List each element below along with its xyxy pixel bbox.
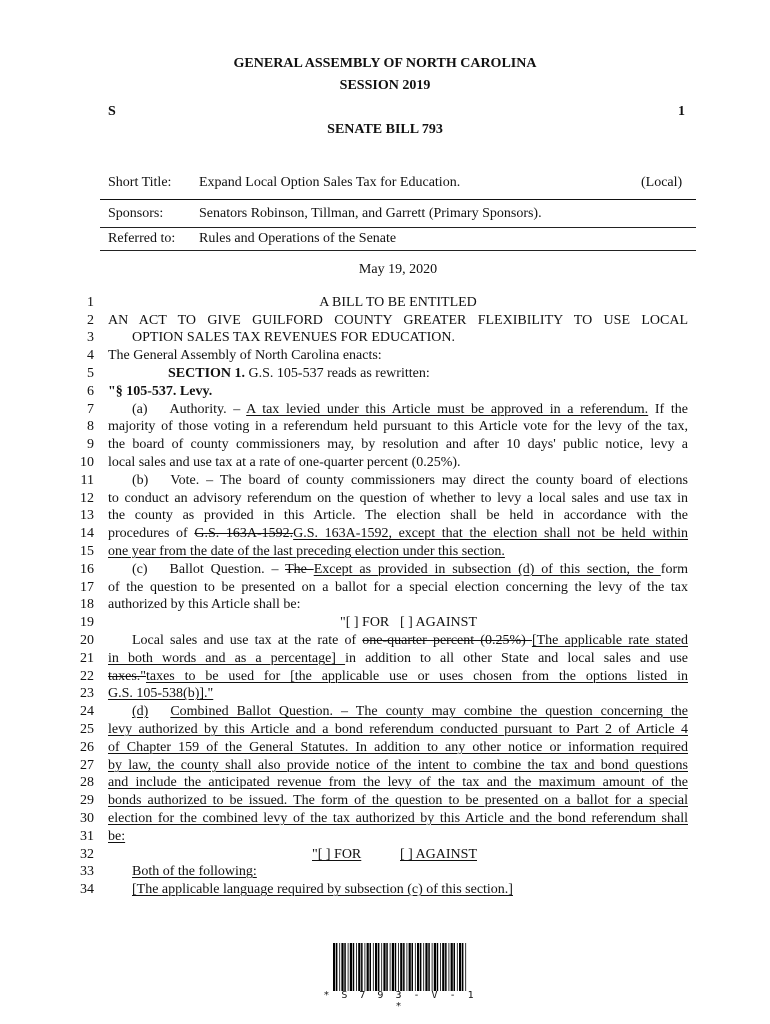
bill-line: and include the anticipated revenue from the levy of the tax and the maximum amount of the <box>108 775 688 790</box>
line-number: 15 <box>80 544 94 559</box>
line-number: 5 <box>87 366 94 381</box>
bill-line: G.S. 105-538(b)]." <box>108 686 214 701</box>
line-number: 7 <box>87 402 94 417</box>
short-title-tag: (Local) <box>641 175 683 190</box>
line-number: 23 <box>80 686 94 701</box>
bill-line: (d) Combined Ballot Question. – The county may combine the question concerning the <box>132 704 688 719</box>
info-divider <box>100 227 696 228</box>
bill-heading: A BILL TO BE ENTITLED <box>319 295 477 310</box>
line-number: 4 <box>87 348 94 363</box>
chamber-letter: S <box>108 104 116 119</box>
bill-line: local sales and use tax at a rate of one-quarter percent (0.25%). <box>108 455 461 470</box>
bill-line: taxes."taxes to be used for [the applicable use or uses chosen from the options listed in <box>108 669 688 684</box>
line-number: 30 <box>80 811 94 826</box>
line-number: 1 <box>87 295 94 310</box>
line-number: 18 <box>80 597 94 612</box>
line-number: 16 <box>80 562 94 577</box>
line-number: 32 <box>80 847 94 862</box>
info-divider <box>100 250 696 251</box>
line-number: 21 <box>80 651 94 666</box>
line-number: 26 <box>80 740 94 755</box>
line-number: 29 <box>80 793 94 808</box>
line-number: 24 <box>80 704 94 719</box>
session-title: SESSION 2019 <box>339 78 431 93</box>
referred-value: Rules and Operations of the Senate <box>199 231 397 246</box>
bill-line: Local sales and use tax at the rate of one-quarter percent (0.25%) [The applicable rate stated <box>132 633 688 648</box>
line-number: 9 <box>87 437 94 452</box>
line-number: 11 <box>80 473 94 488</box>
line-number: 2 <box>87 313 94 328</box>
short-title-value: Expand Local Option Sales Tax for Education. <box>199 175 461 190</box>
bill-line: The General Assembly of North Carolina enacts: <box>108 348 382 363</box>
line-number: 12 <box>80 491 94 506</box>
line-number: 31 <box>80 829 94 844</box>
bill-line: in both words and as a percentage] in addition to all other State and local sales and use <box>108 651 688 666</box>
line-number: 14 <box>80 526 94 541</box>
info-divider <box>100 199 696 200</box>
bill-line: Both of the following: <box>132 864 257 879</box>
bill-line: OPTION SALES TAX REVENUES FOR EDUCATION. <box>132 330 455 345</box>
bill-line: procedures of G.S. 163A-1592.G.S. 163A-1592, except that the election shall not be held within <box>108 526 689 541</box>
line-number: 6 <box>87 384 94 399</box>
bill-line: levy authorized by this Article and a bond referendum conducted pursuant to Part 2 of Article 4 <box>108 722 688 737</box>
bill-line: [The applicable language required by subsection (c) of this section.] <box>132 882 513 897</box>
edition-number: 1 <box>678 104 685 119</box>
bill-line: the board of county commissioners may, by resolution and after 10 days' public notice, levy a <box>108 437 688 452</box>
statute-heading: "§ 105-537. Levy. <box>108 384 213 399</box>
bill-title: SENATE BILL 793 <box>327 122 443 137</box>
line-number: 25 <box>80 722 94 737</box>
bill-line: bonds authorized to be issued. The form of the question to be presented on a ballot for a special <box>108 793 688 808</box>
bill-line: election for the combined levy of the tax authorized by this Article and the bond referendum shall <box>108 811 688 826</box>
line-number: 33 <box>80 864 94 879</box>
bill-line: (b) Vote. – The board of county commissioners may direct the county board of elections <box>132 473 688 488</box>
bill-line: authorized by this Article shall be: <box>108 597 301 612</box>
bill-line: to conduct an advisory referendum on the question of whether to levy a local sales and use tax in <box>108 491 688 506</box>
line-number: 8 <box>87 419 94 434</box>
line-number: 27 <box>80 758 94 773</box>
line-number: 28 <box>80 775 94 790</box>
line-number: 22 <box>80 669 94 684</box>
barcode-image <box>333 943 467 991</box>
line-number: 13 <box>80 508 94 523</box>
bill-line: majority of those voting in a referendum held pursuant to this Article vote for the levy of the tax, <box>108 419 688 434</box>
bill-date: May 19, 2020 <box>358 262 438 277</box>
line-number: 3 <box>87 330 94 345</box>
bill-line: of Chapter 159 of the General Statutes. In addition to any other notice or information required <box>108 740 688 755</box>
sponsors-value: Senators Robinson, Tillman, and Garrett (Primary Sponsors). <box>199 206 542 221</box>
sponsors-label: Sponsors: <box>108 206 164 221</box>
barcode-text: * S 7 9 3 - V - 1 * <box>323 990 477 1012</box>
bill-line: by law, the county shall also provide notice of the intent to combine the tax and bond questions <box>108 758 688 773</box>
line-number: 17 <box>80 580 94 595</box>
line-number: 20 <box>80 633 94 648</box>
referred-label: Referred to: <box>108 231 176 246</box>
bill-line: one year from the date of the last preceding election under this section. <box>108 544 505 559</box>
bill-line: AN ACT TO GIVE GUILFORD COUNTY GREATER FLEXIBILITY TO USE LOCAL <box>108 313 688 328</box>
bill-line: of the question to be presented on a ballot for a special election concerning the levy of the tax <box>108 580 688 595</box>
line-number: 19 <box>80 615 94 630</box>
line-number: 10 <box>80 455 94 470</box>
bill-line: be: <box>108 829 126 844</box>
line-number: 34 <box>80 882 94 897</box>
bill-line: (c) Ballot Question. – The Except as provided in subsection (d) of this section, the form <box>132 562 689 577</box>
bill-line: the county as provided in this Article. The election shall be held in accordance with the <box>108 508 688 523</box>
bill-line: (a) Authority. – A tax levied under this Article must be approved in a referendum. If the <box>132 402 688 417</box>
short-title-label: Short Title: <box>108 175 172 190</box>
section-heading: SECTION 1. G.S. 105-537 reads as rewritten: <box>168 366 430 381</box>
assembly-title: GENERAL ASSEMBLY OF NORTH CAROLINA <box>233 56 537 71</box>
